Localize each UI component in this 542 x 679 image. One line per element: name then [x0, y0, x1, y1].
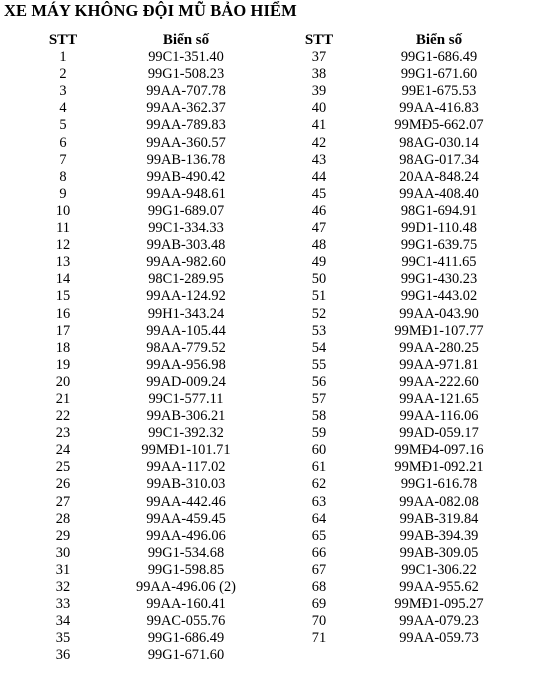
- row-stt: 45: [311, 185, 327, 202]
- table-row: [0, 391, 246, 408]
- row-plate: 99G1-689.07: [147, 202, 225, 219]
- row-plate: 99AA-082.08: [399, 493, 479, 510]
- row-plate: 99E1-675.53: [401, 83, 477, 100]
- row-stt: 59: [311, 425, 327, 442]
- row-plate: 99C1-334.33: [148, 220, 224, 237]
- table-row: [270, 306, 510, 323]
- row-stt: 31: [55, 561, 71, 578]
- row-stt: 70: [311, 613, 327, 630]
- row-plate: 99H1-343.24: [147, 305, 225, 322]
- table-row: [270, 476, 510, 493]
- row-plate: 99G1-686.49: [400, 49, 478, 66]
- row-stt: 37: [311, 49, 327, 66]
- row-plate: 99G1-671.60: [147, 647, 225, 664]
- row-stt: 54: [311, 339, 327, 356]
- row-plate: 99AA-043.90: [399, 305, 479, 322]
- table-row: [270, 203, 510, 220]
- table-row: [0, 579, 246, 596]
- row-plate: 99AA-160.41: [146, 596, 226, 613]
- row-stt: 41: [311, 117, 327, 134]
- table-row: [270, 220, 510, 237]
- row-stt: 60: [311, 442, 327, 459]
- row-stt: 63: [311, 493, 327, 510]
- table-row: [0, 135, 246, 152]
- row-stt: 40: [311, 100, 327, 117]
- table-row: [270, 237, 510, 254]
- row-stt: 28: [55, 510, 71, 527]
- row-stt: 11: [56, 220, 70, 237]
- row-plate: 99AB-306.21: [146, 408, 226, 425]
- table-row: [0, 340, 246, 357]
- header-plate: Biển số: [415, 32, 463, 48]
- row-stt: 51: [311, 288, 327, 305]
- table-row: [0, 494, 246, 511]
- row-stt: 66: [311, 544, 327, 561]
- table-row: [270, 374, 510, 391]
- table-row: [0, 613, 246, 630]
- row-plate: 99AB-319.84: [399, 510, 479, 527]
- row-plate: 98AA-779.52: [146, 339, 226, 356]
- table-row: [0, 203, 246, 220]
- table-row: [0, 66, 246, 83]
- header-plate: Biển số: [162, 32, 210, 48]
- row-stt: 18: [55, 339, 71, 356]
- table-row: [270, 579, 510, 596]
- row-stt: 62: [311, 476, 327, 493]
- table-row: [270, 135, 510, 152]
- row-plate: 99AA-105.44: [146, 322, 226, 339]
- row-plate: 99AA-362.37: [146, 100, 226, 117]
- row-stt: 42: [311, 134, 327, 151]
- table-row: [0, 476, 246, 493]
- row-plate: 99G1-430.23: [400, 271, 478, 288]
- table-row: [0, 323, 246, 340]
- row-plate: 99AA-982.60: [146, 254, 226, 271]
- row-stt: 61: [311, 459, 327, 476]
- row-stt: 2: [59, 66, 67, 83]
- table-row: [270, 562, 510, 579]
- table-row: [0, 647, 246, 664]
- row-plate: 99AB-394.39: [399, 527, 479, 544]
- table-row: [270, 442, 510, 459]
- row-stt: 22: [55, 408, 71, 425]
- row-plate: 99MĐ4-097.16: [394, 442, 484, 459]
- row-plate: 99C1-411.65: [401, 254, 477, 271]
- row-stt: 23: [55, 425, 71, 442]
- row-stt: 36: [55, 647, 71, 664]
- row-stt: 4: [59, 100, 67, 117]
- row-plate: 99AA-496.06: [146, 527, 226, 544]
- row-plate: 99MĐ5-662.07: [394, 117, 484, 134]
- row-stt: 1: [59, 49, 67, 66]
- table-row: [0, 459, 246, 476]
- row-stt: 44: [311, 168, 327, 185]
- table-row: [270, 408, 510, 425]
- row-stt: 8: [59, 168, 67, 185]
- row-stt: 58: [311, 408, 327, 425]
- table-row: [0, 237, 246, 254]
- table-row: [270, 545, 510, 562]
- row-stt: 68: [311, 579, 327, 595]
- table-row: [270, 528, 510, 545]
- table-row: [0, 596, 246, 613]
- table-row: [270, 66, 510, 83]
- row-plate: 99AB-136.78: [146, 151, 226, 168]
- row-stt: 35: [55, 630, 71, 647]
- table-row: [270, 169, 510, 186]
- row-stt: 67: [311, 561, 327, 578]
- row-stt: 71: [311, 630, 327, 647]
- table-row: [270, 254, 510, 271]
- row-stt: 49: [311, 254, 327, 271]
- row-stt: 24: [55, 442, 71, 459]
- table-row: [0, 83, 246, 100]
- table-row: [0, 169, 246, 186]
- row-plate: 99G1-639.75: [400, 237, 478, 254]
- row-stt: 48: [311, 237, 327, 254]
- table-row: [270, 117, 510, 134]
- table-row: [270, 630, 510, 647]
- table-row: [0, 374, 246, 391]
- row-plate: 99AA-408.40: [399, 185, 479, 202]
- row-plate: 99AA-789.83: [146, 117, 226, 134]
- table-row: [270, 186, 510, 203]
- row-stt: 17: [55, 322, 71, 339]
- row-plate: 20AA-848.24: [399, 168, 479, 185]
- table-row: [0, 425, 246, 442]
- row-plate: 99C1-351.40: [148, 49, 224, 66]
- row-stt: 46: [311, 202, 327, 219]
- table-row: [270, 49, 510, 66]
- row-plate: 99C1-306.22: [401, 561, 477, 578]
- table-row: [0, 528, 246, 545]
- table-row: [0, 271, 246, 288]
- row-plate: 99AA-971.81: [399, 356, 479, 373]
- row-plate: 99MĐ1-101.71: [141, 442, 231, 459]
- row-plate: 99AA-496.06 (2): [136, 579, 236, 595]
- table-row: [270, 323, 510, 340]
- row-stt: 52: [311, 305, 327, 322]
- table-row: [0, 254, 246, 271]
- table-row: [270, 357, 510, 374]
- row-plate: 99AA-059.73: [399, 630, 479, 647]
- row-plate: 98G1-694.91: [400, 202, 478, 219]
- table-row: [0, 511, 246, 528]
- row-plate: 99MĐ1-107.77: [394, 322, 484, 339]
- row-stt: 21: [55, 390, 71, 407]
- table-row: [270, 83, 510, 100]
- document-title: XE MÁY KHÔNG ĐỘI MŨ BẢO HIỂM: [4, 1, 297, 20]
- row-plate: 99G1-598.85: [147, 561, 225, 578]
- table-row: [0, 545, 246, 562]
- table-row: [270, 100, 510, 117]
- row-plate: 99G1-534.68: [147, 544, 225, 561]
- table-row: [270, 425, 510, 442]
- table-row: [0, 288, 246, 305]
- table-row: [270, 459, 510, 476]
- row-plate: 99MĐ1-092.21: [394, 459, 484, 476]
- header-stt: STT: [304, 32, 334, 48]
- table-row: [270, 511, 510, 528]
- row-stt: 55: [311, 356, 327, 373]
- row-stt: 32: [55, 579, 71, 595]
- table-row: [270, 596, 510, 613]
- row-plate: 99MĐ1-095.27: [394, 596, 484, 613]
- table-row: [270, 340, 510, 357]
- row-stt: 13: [55, 254, 71, 271]
- row-stt: 5: [59, 117, 67, 134]
- row-plate: 99AA-360.57: [146, 134, 226, 151]
- row-stt: 34: [55, 613, 71, 630]
- row-stt: 3: [59, 83, 67, 100]
- row-stt: 43: [311, 151, 327, 168]
- table-row: [0, 562, 246, 579]
- row-plate: 99AA-707.78: [146, 83, 226, 100]
- row-stt: 64: [311, 510, 327, 527]
- row-stt: 30: [55, 544, 71, 561]
- table-row: [0, 357, 246, 374]
- table-row: [270, 494, 510, 511]
- row-stt: 38: [311, 66, 327, 83]
- row-plate: 99AB-490.42: [146, 168, 226, 185]
- row-stt: 56: [311, 373, 327, 390]
- table-header: [0, 32, 246, 49]
- row-plate: 99AA-956.98: [146, 356, 226, 373]
- table-row: [0, 152, 246, 169]
- table-row: [0, 630, 246, 647]
- table-row: [0, 186, 246, 203]
- row-plate: 99AA-948.61: [146, 185, 226, 202]
- row-plate: 99AD-059.17: [399, 425, 479, 442]
- row-plate: 99AB-303.48: [146, 237, 226, 254]
- row-stt: 39: [311, 83, 327, 100]
- table-header: [270, 32, 510, 49]
- table-row: [0, 220, 246, 237]
- table-row: [270, 152, 510, 169]
- row-stt: 15: [55, 288, 71, 305]
- row-plate: 99AA-222.60: [399, 373, 479, 390]
- row-plate: 99G1-443.02: [400, 288, 478, 305]
- row-stt: 53: [311, 322, 327, 339]
- table-row: [0, 408, 246, 425]
- row-plate: 98AG-017.34: [399, 151, 479, 168]
- row-plate: 99AA-116.06: [399, 408, 479, 425]
- row-plate: 99AC-055.76: [146, 613, 226, 630]
- row-stt: 69: [311, 596, 327, 613]
- row-stt: 19: [55, 356, 71, 373]
- table-row: [270, 391, 510, 408]
- row-plate: 99AA-117.02: [146, 459, 226, 476]
- row-stt: 29: [55, 527, 71, 544]
- table-row: [0, 442, 246, 459]
- row-stt: 50: [311, 271, 327, 288]
- row-plate: 99AA-124.92: [146, 288, 226, 305]
- row-plate: 99AA-459.45: [146, 510, 226, 527]
- table-row: [270, 288, 510, 305]
- row-plate: 99AD-009.24: [146, 373, 226, 390]
- row-plate: 99AA-416.83: [399, 100, 479, 117]
- row-stt: 7: [59, 151, 67, 168]
- row-stt: 14: [55, 271, 71, 288]
- table-right: [270, 32, 510, 647]
- row-plate: 99AA-121.65: [399, 390, 479, 407]
- row-stt: 12: [55, 237, 71, 254]
- row-plate: 99G1-686.49: [147, 630, 225, 647]
- table-row: [0, 306, 246, 323]
- table-row: [0, 49, 246, 66]
- row-stt: 25: [55, 459, 71, 476]
- table-row: [270, 271, 510, 288]
- row-plate: 99AA-079.23: [399, 613, 479, 630]
- row-stt: 33: [55, 596, 71, 613]
- table-row: [270, 613, 510, 630]
- row-plate: 99G1-616.78: [400, 476, 478, 493]
- row-plate: 99AA-280.25: [399, 339, 479, 356]
- row-stt: 9: [59, 185, 67, 202]
- row-plate: 99AA-955.62: [399, 579, 479, 595]
- row-plate: 99AB-309.05: [399, 544, 479, 561]
- row-stt: 65: [311, 527, 327, 544]
- row-stt: 57: [311, 390, 327, 407]
- row-plate: 98AG-030.14: [399, 134, 479, 151]
- row-plate: 99C1-577.11: [148, 390, 224, 407]
- row-stt: 16: [55, 305, 71, 322]
- row-plate: 99G1-671.60: [400, 66, 478, 83]
- row-plate: 99AB-310.03: [146, 476, 226, 493]
- row-plate: 99D1-110.48: [401, 220, 477, 237]
- row-stt: 20: [55, 373, 71, 390]
- row-stt: 47: [311, 220, 327, 237]
- table-row: [0, 100, 246, 117]
- table-left: [0, 32, 246, 664]
- row-plate: 99C1-392.32: [148, 425, 224, 442]
- table-row: [0, 117, 246, 134]
- row-plate: 99G1-508.23: [147, 66, 225, 83]
- row-stt: 10: [55, 202, 71, 219]
- row-plate: 99AA-442.46: [146, 493, 226, 510]
- row-plate: 98C1-289.95: [148, 271, 224, 288]
- row-stt: 26: [55, 476, 71, 493]
- row-stt: 27: [55, 493, 71, 510]
- row-stt: 6: [59, 134, 67, 151]
- header-stt: STT: [48, 32, 78, 48]
